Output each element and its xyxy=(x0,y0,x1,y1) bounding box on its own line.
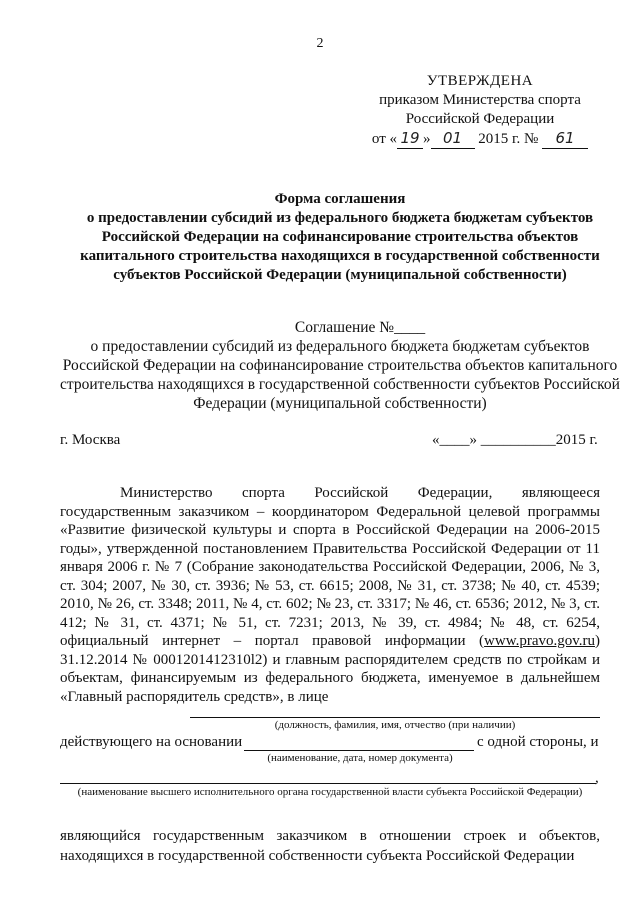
date-prefix: от « xyxy=(371,131,398,147)
representative-fill-line xyxy=(190,717,600,718)
approval-number: 61 xyxy=(542,129,588,149)
one-side-text: с одной стороны, и xyxy=(477,734,599,750)
acting-basis-label: действующего на основании xyxy=(60,734,243,750)
approval-block xyxy=(360,72,600,149)
approval-line-2: Российской Федерации xyxy=(405,111,555,127)
approval-year-text: 2015 г. № xyxy=(478,131,539,147)
city: г. Москва xyxy=(60,432,121,448)
agreement-date: «____» __________2015 г. xyxy=(432,432,598,448)
basis-fill-line xyxy=(244,750,474,751)
organ-fill-line xyxy=(60,783,596,784)
form-title-line: Форма соглашения xyxy=(274,191,406,207)
pravo-link[interactable]: www.pravo.gov.ru xyxy=(484,633,595,649)
agreement-heading xyxy=(40,318,640,413)
last-paragraph: являющийся государственным заказчиком в отношении строек и объектов, находящихся в государственной собственности субъекта Российской Федерации xyxy=(60,828,600,864)
body-text-end: ) 31.12.2014 № 0001201412310l2) и главным распорядителем средств по стройкам и объектам, финансируемым из федерального бюджета, именуемое в дальнейшем «Главный распорядитель средств», в лице xyxy=(60,633,600,705)
caption-document: (наименование, дата, номер документа) xyxy=(267,752,453,764)
approval-date xyxy=(360,129,600,149)
form-title-line: о предоставлении субсидий из федерального бюджета бюджетам субъектов xyxy=(86,210,594,226)
agreement-heading-line: Федерации (муниципальной собственности) xyxy=(193,395,487,412)
page-number: 2 xyxy=(316,36,324,51)
agreement-heading-line: Российской Федерации на софинансирование строительства объектов капитального xyxy=(62,357,618,374)
comma: , xyxy=(595,770,599,786)
approval-title: УТВЕРЖДЕНА xyxy=(426,73,534,89)
approval-line-1: приказом Министерства спорта xyxy=(379,92,581,108)
form-title xyxy=(40,190,640,285)
agreement-number: Соглашение №____ xyxy=(294,319,426,336)
form-title-line: капитального строительства находящихся в государственной собственности xyxy=(80,248,600,264)
form-title-line: субъектов Российской Федерации (муниципальной собственности) xyxy=(113,267,567,283)
approval-day: 19 xyxy=(397,129,423,149)
caption-organ: (наименование высшего исполнительного органа государственной власти субъекта Российской Федерации) xyxy=(77,786,583,798)
agreement-heading-line: о предоставлении субсидий из федерального бюджета бюджетам субъектов xyxy=(90,338,590,355)
body-paragraph xyxy=(60,484,600,706)
body-text: Министерство спорта Российской Федерации, являющееся государственным заказчиком – координатором Федеральной целевой программы «Развитие физической культуры и спорта в Российской Федерации на 2006-2015 годы», утвержденной постановлением Правительства Российской Федерации от 11 января 2006 г. № 7 (Собрание законодательства Российской Федерации, 2006, № 3, ст. 304; 2007, № 30, ст. 3936; № 53, ст. 6615; 2008, № 31, ст. 3738; № 40, ст. 4539; 2010, № 26, ст. 3348; 2011, № 4, ст. 602; № 23, ст. 3317; № 46, ст. 6536; 2012, № 3, ст. 412; № 31, ст. 4371; № 51, ст. 7231; 2013, № 39, ст. 4984; № 48, ст. 6254, официальный интернет – портал правовой информации ( xyxy=(60,485,600,649)
form-title-line: Российской Федерации на софинансирование строительства объектов xyxy=(101,229,579,245)
caption-position: (должность, фамилия, имя, отчество (при наличии) xyxy=(274,719,516,731)
agreement-heading-line: строительства находящихся в государственной собственности субъектов Российской xyxy=(60,376,620,393)
approval-month: 01 xyxy=(431,129,475,149)
date-mid: » xyxy=(423,131,431,147)
